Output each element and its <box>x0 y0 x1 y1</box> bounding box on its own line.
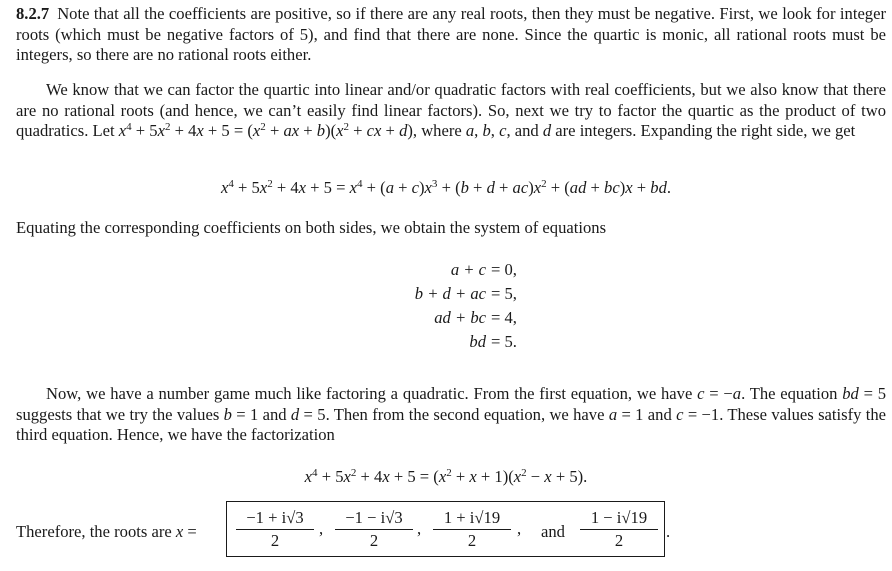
factorization-equation: $x^4 + 5x^2 + 4x + 5 = (x^2 + x + 1)(x^2 - x + 5)$. <box>304 467 588 486</box>
root-denominator: 2 <box>369 531 379 550</box>
number-game-text: and <box>643 404 677 424</box>
system-rhs: = 5, <box>491 284 517 303</box>
root-numerator: 1 − i√19 <box>590 508 648 527</box>
fraction-bar <box>580 529 658 530</box>
system-lhs: bd <box>469 332 486 351</box>
paragraph-system-intro: Equating the corresponding coefficients on both sides, we obtain the system of equations <box>16 218 607 237</box>
root-denominator: 2 <box>467 531 477 550</box>
final-period: . <box>666 522 671 541</box>
factor-setup-text: We know that we can factor the quartic into linear and/or quadratic factors with real coefficients, but we also know that there are no rational roots (and hence, we can’t easily find linear factors). So, next we try to factor the quartic as the product of two quadratics. Let <box>16 80 886 140</box>
system-lhs: ad + bc <box>434 308 486 327</box>
expansion-equation: $x^4 + 5x^2 + 4x + 5 = x^4 + (a + c)x^3 + (b + d + ac)x^2 + (ad + bc)x$ + bd. <box>220 178 672 197</box>
comma: , <box>417 519 422 538</box>
root-fraction <box>335 508 413 551</box>
root-fraction <box>236 508 314 551</box>
fraction-bar <box>236 529 314 530</box>
number-game-text: and <box>258 404 291 424</box>
inline-math: bd = 5 <box>842 384 887 403</box>
factor-ansatz-equation: $x^4 + 5x^2 + 4x + 5 = (x^2$ + ax + $b)(x^2$ + cx + d) <box>118 121 413 140</box>
system-lhs: a + c <box>450 260 486 279</box>
root-fraction <box>433 508 511 551</box>
system-of-equations <box>376 258 546 354</box>
system-row <box>376 330 546 354</box>
inline-math: a = 1 <box>608 404 644 424</box>
root-fraction <box>580 508 658 551</box>
fraction-bar <box>335 529 413 530</box>
comma: , <box>517 519 522 538</box>
number-game-text: . Then from the second equation, we have <box>325 404 609 424</box>
paragraph-number-game <box>16 384 886 446</box>
root-denominator: 2 <box>614 531 624 550</box>
factor-setup-tail: are integers. Expanding the right side, we get <box>551 121 856 140</box>
and-word: and <box>541 522 565 541</box>
root-numerator: −1 − i√3 <box>345 508 403 527</box>
fraction-bar <box>433 529 511 530</box>
paragraph-intro <box>16 4 886 66</box>
system-rhs: = 4, <box>491 308 517 327</box>
section-number: 8.2.7 <box>16 4 50 23</box>
roots-label: Therefore, the roots are x = <box>16 522 197 541</box>
system-row <box>376 282 546 306</box>
number-game-text: Now, we have a number game much like factoring a quadratic. From the first equation, we have <box>46 384 698 403</box>
number-game-text: . These values satisfy the third equation. Hence, we have the factorization <box>16 404 887 444</box>
system-lhs: b + d + ac <box>414 284 486 303</box>
intro-text: Note that all the coefficients are positive, so if there are any real roots, then they must be negative. First, we look for integer roots (which must be negative factors of 5), and find that there are none. Since the quartic is monic, all rational roots must be integers, so there are no rational roots either. <box>16 4 886 64</box>
variable-list: a, b, c, and d <box>465 121 552 140</box>
system-row <box>376 306 546 330</box>
comma: , <box>319 519 324 538</box>
root-numerator: 1 + i√19 <box>443 508 501 527</box>
boxed-roots <box>226 501 665 557</box>
root-numerator: −1 + i√3 <box>246 508 304 527</box>
factor-setup-where: , where <box>412 121 466 140</box>
inline-math: c = −a <box>697 384 742 403</box>
system-rhs: = 5. <box>491 332 517 351</box>
system-row <box>376 258 546 282</box>
root-denominator: 2 <box>270 531 280 550</box>
inline-math: d = 5 <box>290 404 326 424</box>
inline-math: b = 1 <box>223 404 259 424</box>
number-game-text: suggests that we try the values <box>16 404 224 424</box>
number-game-text: . The equation <box>741 384 843 403</box>
paragraph-factor-setup <box>16 80 886 142</box>
system-rhs: = 0, <box>491 260 517 279</box>
inline-math: c = −1 <box>676 404 720 424</box>
